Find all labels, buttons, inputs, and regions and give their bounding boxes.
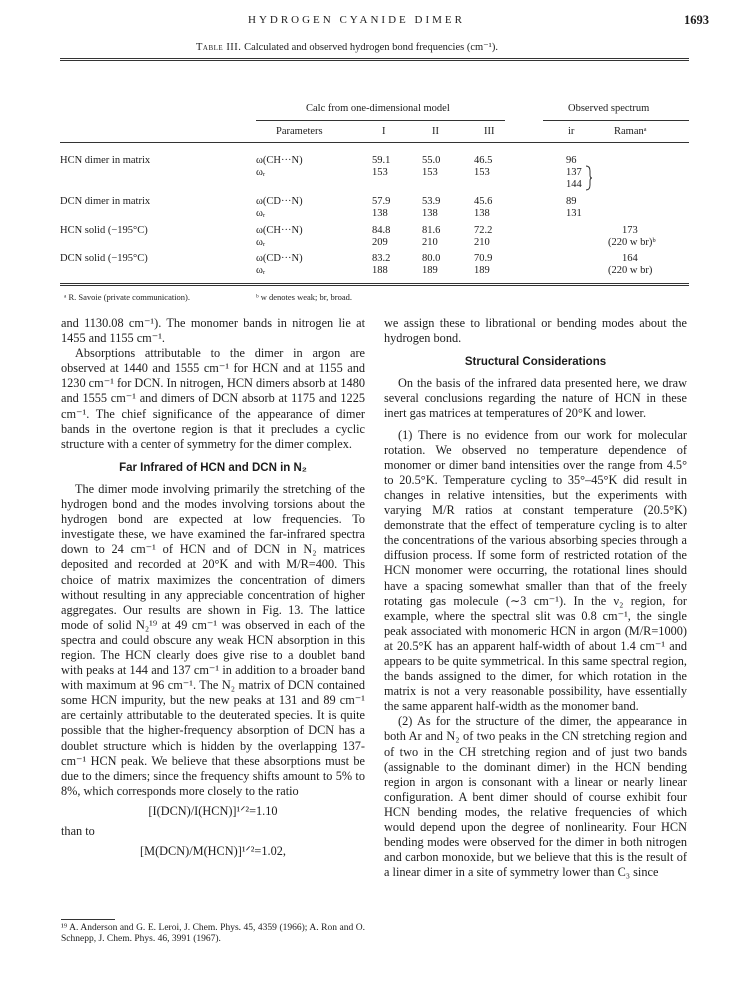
cell: 45.6	[474, 196, 493, 207]
paragraph: (2) As for the structure of the dimer, the appearance in both Ar and N₂ of two peaks in the CN stretching region and of two in the CH stretching region and of just two bands (assignable to the dominant dimer) in the HCN bending region in argon is consonant with a linear or nearly linear configuration. A bent dimer should of course exhibit four HCN bending modes, the relative frequencies of which would depend upon the degree of nonlinearity. Four HCN bending modes were observed for the dimer in both nitrogen and carbon monoxide, but we believe that this is the result of a linear dimer in a site of symmetry lower than C₃ since	[384, 714, 687, 880]
section-heading: Structural Considerations	[464, 356, 607, 369]
col-header-raman: Ramanᵃ	[614, 126, 647, 137]
table-top-rule-2	[60, 60, 689, 61]
col-header-ir: ir	[568, 126, 575, 137]
row-label-dcn-solid: DCN solid (−195°C)	[60, 253, 148, 264]
obs-group-rule	[543, 120, 689, 121]
row-param-2: ωᵣ	[256, 167, 266, 178]
left-column	[61, 316, 365, 864]
cell: (220 w br)ᵇ	[608, 237, 656, 248]
row-label-hcn-dimer: HCN dimer in matrix	[60, 155, 151, 166]
page-number: 1693	[684, 13, 709, 27]
paragraph: we assign these to librational or bending modes about the hydrogen bond.	[384, 316, 687, 346]
col-header-III: III	[484, 126, 495, 137]
table-top-rule	[60, 58, 689, 59]
calc-group-rule	[256, 120, 505, 121]
paragraph: The dimer mode involving primarily the stretching of the hydrogen bond and the modes involving torsions about the hydrogen bond are expected at low frequencies. To investigate these, we have examined the far-infrared spectra down to 24 cm⁻¹ of HCN and of DCN in N₂ matrices deposited and recorded at 20°K and with M/R=400. This choice of matrix maximizes the concentration of dimers without resulting in any appreciable concentration of higher aggregates. Our results are shown in Fig. 13. The lattice mode of solid N₂¹⁹ at 49 cm⁻¹ was observed in each of the spectra and could obscure any weak HCN absorption in this region. The HCN clearly does give rise to a doublet band with peaks at 144 and 137 cm⁻¹ in addition to a broader band with maximum at 96 cm⁻¹. The N₂ matrix of DCN contained some HCN impurity, but the new peaks at 131 and 89 cm⁻¹ are certainly attributable to the deuterated species. It is quite possible that the higher-frequency absorption of DCN has a doublet structure which is hidden by the overlapping 137-cm⁻¹ HCN peak. We believe that these absorptions must be due to the dimers; since the frequency shifts amount to 5% to 8%, which corresponds more closely to the ratio	[61, 481, 365, 798]
cell: 46.5	[474, 155, 493, 166]
cell: 57.9	[372, 196, 391, 207]
calc-group-header: Calc from one-dimensional model	[306, 103, 450, 114]
cell: 80.0	[422, 253, 441, 264]
cell: 70.9	[474, 253, 493, 264]
row-label-hcn-solid: HCN solid (−195°C)	[60, 225, 148, 236]
cell: 188	[372, 265, 388, 276]
cell: 53.9	[422, 196, 441, 207]
cell: 72.2	[474, 225, 493, 236]
row-param-2: ωᵣ	[256, 237, 266, 248]
cell: 209	[372, 237, 388, 248]
cell: 153	[422, 167, 438, 178]
row-param-1: ω(CD···N)	[256, 196, 303, 207]
paragraph: (1) There is no evidence from our work for molecular rotation. We observed no temperature dependence of monomer or dimer band intensities over the range from 4.5° to 20.5°K. Temperature cycling to 35°–45°K did result in changes in relative intensities, but the experiments with varying M/R ratios at constant temperature (20.5°K) demonstrate that the effect of temperature cycling is to alter the concentrations of the various absorbing species through a diffusion process. If some form of restricted rotation of the HCN monomer were occurring, the rotational lines should have a spacing somewhat smaller than that of the freely rotating gas molecule (∼3 cm⁻¹). In the ν₂ region, for example, where the spectral slit was 0.8 cm⁻¹, the single peak associated with monomeric HCN in argon (M/R=1000) at 20.5°K has an apparent half-width of about 1.4 cm⁻¹ and appears to be quite symmetrical. In this same spectral region, the bands assigned to the dimer, for which rotation in the matrix is not a very reasonable possibility, have essentially the same apparent half-width as the monomer band.	[384, 427, 687, 714]
cell: 153	[474, 167, 490, 178]
col-header-II: II	[432, 126, 439, 137]
paragraph: than to	[61, 824, 95, 838]
table-bottom-rule-2	[60, 285, 689, 286]
cell: 210	[474, 237, 490, 248]
cell: 59.1	[372, 155, 391, 166]
row-param-2: ωᵣ	[256, 265, 266, 276]
cell: 164	[622, 253, 638, 264]
table-footnote-a: ᵃ R. Savoie (private communication).	[64, 292, 191, 302]
cell: 89	[566, 196, 577, 207]
cell: 138	[474, 208, 490, 219]
section-heading: Far Infrared of HCN and DCN in N₂	[119, 461, 307, 474]
table-caption-label: Table III.	[196, 42, 242, 53]
running-title: HYDROGEN CYANIDE DIMER	[248, 14, 465, 26]
footnote-rule	[61, 919, 115, 920]
cell: 83.2	[372, 253, 391, 264]
col-header-parameters: Parameters	[276, 126, 323, 137]
cell: 84.8	[372, 225, 391, 236]
cell: 210	[422, 237, 438, 248]
paragraph: and 1130.08 cm⁻¹). The monomer bands in nitrogen lie at 1455 and 1155 cm⁻¹.	[61, 316, 365, 346]
table-caption	[196, 41, 498, 53]
cell: 189	[422, 265, 438, 276]
row-param-1: ω(CH···N)	[256, 155, 303, 166]
cell: (220 w br)	[608, 265, 653, 276]
cell: 189	[474, 265, 490, 276]
cell: 144	[566, 179, 582, 190]
table-header-rule	[60, 142, 689, 143]
paragraph: On the basis of the infrared data presented here, we draw several conclusions regarding the nature of HCN in these inert gas matrices at temperatures of 20°K and lower.	[384, 376, 687, 421]
cell: 96	[566, 155, 577, 166]
right-column	[384, 316, 687, 880]
cell: 137	[566, 167, 582, 178]
equation: [M(DCN)/M(HCN)]¹ᐟ²=1.02,	[140, 844, 286, 859]
cell: 131	[566, 208, 582, 219]
table-bottom-rule	[60, 283, 689, 284]
row-label-dcn-dimer: DCN dimer in matrix	[60, 196, 151, 207]
col-header-I: I	[382, 126, 386, 137]
row-param-1: ω(CD···N)	[256, 253, 303, 264]
row-param-1: ω(CH···N)	[256, 225, 303, 236]
cell: 138	[372, 208, 388, 219]
row-param-2: ωᵣ	[256, 208, 266, 219]
cell: 55.0	[422, 155, 441, 166]
table-caption-text: Calculated and observed hydrogen bond frequencies (cm⁻¹).	[244, 42, 498, 53]
cell: 138	[422, 208, 438, 219]
obs-group-header: Observed spectrum	[568, 103, 650, 114]
table-footnote-b: ᵇ w denotes weak; br, broad.	[256, 292, 352, 302]
cell: 153	[372, 167, 388, 178]
cell: 81.6	[422, 225, 441, 236]
cell: 173	[622, 225, 638, 236]
reference-footnote: ¹⁹ A. Anderson and G. E. Leroi, J. Chem. Phys. 45, 4359 (1966); A. Ron and O. Schnepp, J. Chem. Phys. 46, 3991 (1967).	[61, 923, 365, 944]
brace-icon	[585, 165, 593, 191]
paragraph: Absorptions attributable to the dimer in argon are observed at 1440 and 1555 cm⁻¹ for HCN and at 1155 and 1230 cm⁻¹ for DCN. In nitrogen, HCN dimers absorb at 1480 and 1555 cm⁻¹ and dimers of DCN absorb at 1175 and 1225 cm⁻¹. The chief significance of the appearance of dimer bands in the overtone region is that it precludes a cyclic structure with a center of symmetry for the dimer complex.	[61, 346, 365, 451]
equation: [I(DCN)/I(HCN)]¹ᐟ²=1.10	[148, 803, 278, 818]
